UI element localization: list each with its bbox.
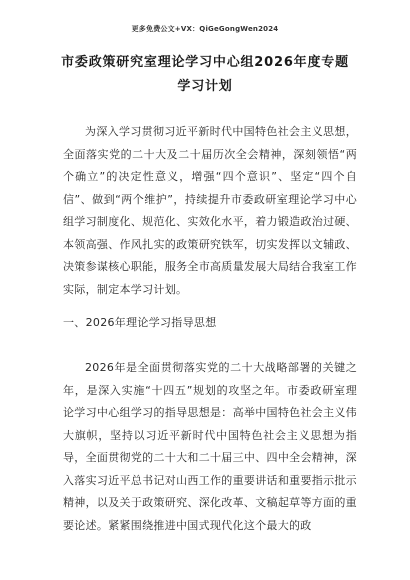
header-note: 更多免费公文+VX：QiGeGongWen2024 (131, 25, 279, 33)
document-title: 市委政策研究室理论学习中心组2026年度专题学习计划 (61, 55, 349, 94)
section-paragraph: 2026年是全面贯彻落实党的二十大战略部署的关键之年，是深入实施“十四五”规划的攻坚之年。市委政研室理论学习中心组学习的指导思想是：高举中国特色社会主义伟大旗帜，坚持以习近平新时代中国特色社会主义思想为指导，全面贯彻党的二十大和二十届三中、四中全会精神，深入落实习近平总书记对山西工作的重要讲话和重要指示批示精神，以及关于政策研究、深化改革、文稿起草等方面的重要论述。紧紧围绕推进中国式现代化这个最大的政 (63, 361, 357, 532)
section-heading: 一、2026年理论学习指导思想 (63, 316, 217, 329)
intro-paragraph: 为深入学习贯彻习近平新时代中国特色社会主义思想，全面落实党的二十大及二十届历次全会精神，深刻领悟“两个确立”的决定性意义，增强“四个意识”、坚定“四个自信”、做到“两个维护”，持续提升市委政研室理论学习中心组学习制度化、规范化、实效化水平，着力锻造政治过硬、本领高强、作风扎实的政策研究铁军，切实发挥以文辅政、决策参谋核心职能，服务全市高质量发展大局结合我室工作实际，制定本学习计划。 (63, 125, 357, 296)
